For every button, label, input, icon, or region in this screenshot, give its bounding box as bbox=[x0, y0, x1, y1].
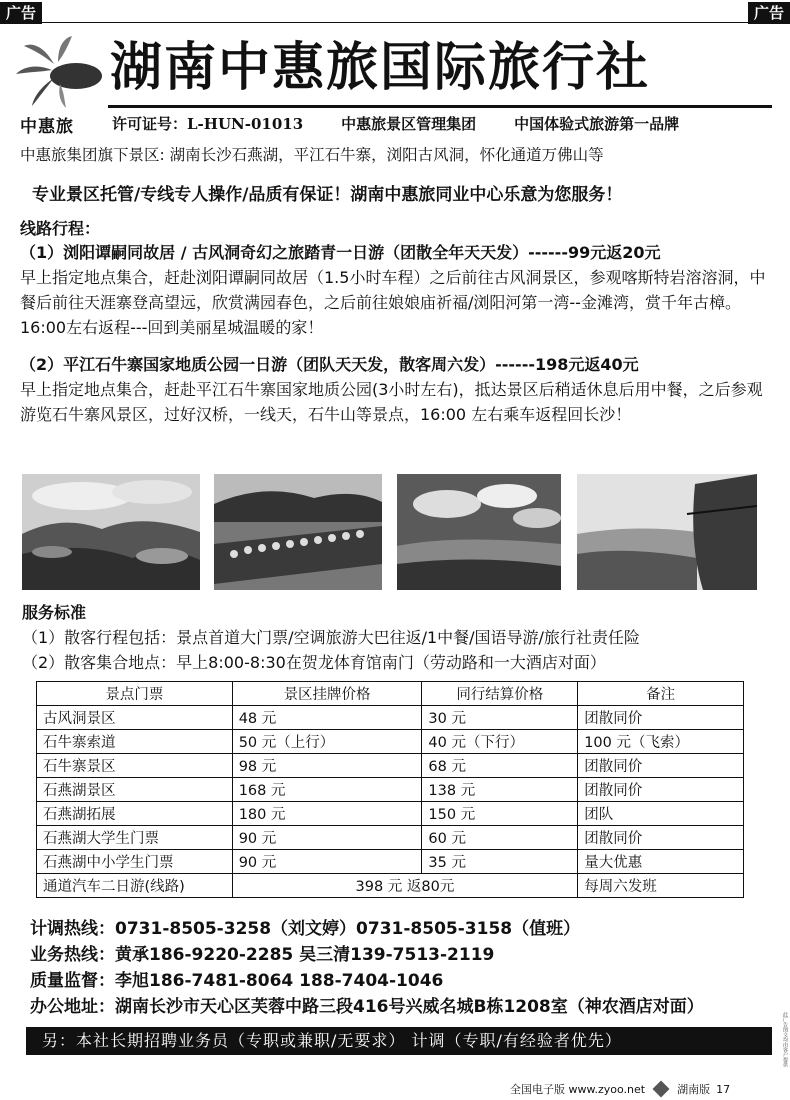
service-standards bbox=[22, 600, 640, 675]
table-cell: 石燕湖大学生门票 bbox=[37, 826, 233, 850]
company-name: 湖南中惠旅国际旅行社 bbox=[110, 38, 651, 98]
group-name: 中惠旅景区管理集团 bbox=[341, 115, 477, 133]
route-2 bbox=[20, 352, 776, 427]
footer-edition: 全国电子版 www.zyoo.net bbox=[510, 1083, 646, 1096]
table-cell: 团散同价 bbox=[578, 778, 744, 802]
table-cell: 石牛寨景区 bbox=[37, 754, 233, 778]
table-row bbox=[37, 754, 744, 778]
table-cell: 150 元 bbox=[422, 802, 578, 826]
photo-boat-crowd bbox=[214, 474, 382, 590]
table-cell: 100 元（飞索） bbox=[578, 730, 744, 754]
table-cell: 石燕湖景区 bbox=[37, 778, 233, 802]
table-cell: 通道汽车二日游(线路) bbox=[37, 874, 233, 898]
table-cell: 90 元 bbox=[232, 826, 422, 850]
service-item: （1）散客行程包括：景点首道大门票/空调旅游大巴往返/1中餐/国语导游/旅行社责任险 bbox=[22, 628, 640, 647]
route-2-body: 早上指定地点集合，赶赴平江石牛寨国家地质公园(3小时左右)，抵达景区后稍适休息后用中餐，之后参观游览石牛寨风景区，过好汉桥，一线天，石牛山等景点，16:00 左右乘车返程回长沙！ bbox=[20, 380, 763, 424]
route-1 bbox=[20, 240, 776, 340]
table-cell: 团散同价 bbox=[578, 754, 744, 778]
table-cell: 48 元 bbox=[232, 706, 422, 730]
table-row bbox=[37, 730, 744, 754]
table-cell: 石燕湖拓展 bbox=[37, 802, 233, 826]
table-header-row bbox=[37, 682, 744, 706]
table-row bbox=[37, 802, 744, 826]
page-number: 17 bbox=[716, 1082, 731, 1096]
table-row bbox=[37, 850, 744, 874]
column-header: 景点门票 bbox=[37, 682, 233, 706]
recruitment-banner: 另：本社长期招聘业务员（专职或兼职/无要求） 计调（专职/有经验者优先） bbox=[26, 1027, 772, 1055]
column-header: 景区挂牌价格 bbox=[232, 682, 422, 706]
table-row bbox=[37, 706, 744, 730]
footer-region: 湖南版 bbox=[677, 1083, 711, 1096]
table-cell: 50 元（上行） bbox=[232, 730, 422, 754]
scenery-photos bbox=[22, 474, 757, 590]
route-2-title: （2）平江石牛寨国家地质公园一日游（团队天天发，散客周六发）------198元返40元 bbox=[20, 355, 639, 374]
logo-text: 中惠旅 bbox=[20, 117, 74, 137]
table-cell: 每周六发班 bbox=[578, 874, 744, 898]
table-cell: 90 元 bbox=[232, 850, 422, 874]
contact-info bbox=[30, 916, 704, 1020]
routes-heading: 线路行程： bbox=[20, 219, 101, 238]
contact-line: 办公地址：湖南长沙市天心区芙蓉中路三段416号兴威名城B栋1208室（神农酒店对面） bbox=[30, 997, 704, 1017]
company-logo bbox=[14, 36, 106, 108]
ad-label-right: 广告 bbox=[748, 2, 790, 24]
price-table bbox=[36, 681, 744, 898]
side-note: 此广告图文均由客户提供 bbox=[782, 1012, 788, 1067]
table-cell: 35 元 bbox=[422, 850, 578, 874]
photo-lake-hills bbox=[22, 474, 200, 590]
license-row bbox=[112, 113, 772, 134]
table-cell: 团散同价 bbox=[578, 706, 744, 730]
service-heading: 服务标准 bbox=[22, 603, 87, 622]
table-row bbox=[37, 826, 744, 850]
table-row bbox=[37, 874, 744, 898]
table-row bbox=[37, 778, 744, 802]
table-cell: 团队 bbox=[578, 802, 744, 826]
route-1-title: （1）浏阳谭嗣同故居 / 古风洞奇幻之旅踏青一日游（团散全年天天发）------99元返20元 bbox=[20, 243, 661, 262]
photo-cliff-path bbox=[577, 474, 757, 590]
table-cell: 石燕湖中小学生门票 bbox=[37, 850, 233, 874]
table-cell: 石牛寨索道 bbox=[37, 730, 233, 754]
header-divider bbox=[108, 105, 772, 108]
table-cell: 68 元 bbox=[422, 754, 578, 778]
contact-line: 计调热线：0731-8505-3258（刘文婷）0731-8505-3158（值班） bbox=[30, 919, 581, 939]
table-cell: 30 元 bbox=[422, 706, 578, 730]
column-header: 同行结算价格 bbox=[422, 682, 578, 706]
table-cell: 180 元 bbox=[232, 802, 422, 826]
photo-clouds-valley bbox=[397, 474, 561, 590]
table-cell: 98 元 bbox=[232, 754, 422, 778]
table-cell: 168 元 bbox=[232, 778, 422, 802]
service-item: （2）散客集合地点：早上8:00-8:30在贺龙体育馆南门（劳动路和一大酒店对面） bbox=[22, 653, 606, 672]
column-header: 备注 bbox=[578, 682, 744, 706]
table-cell: 138 元 bbox=[422, 778, 578, 802]
table-cell: 60 元 bbox=[422, 826, 578, 850]
contact-line: 业务热线：黄承186-9220-2285 吴三清139-7513-2119 bbox=[30, 945, 495, 965]
top-divider bbox=[0, 22, 790, 23]
route-1-body: 早上指定地点集合，赶赴浏阳谭嗣同故居（1.5小时车程）之后前往古风洞景区，参观喀斯特岩溶溶洞，中餐后前往天涯寨登高望远，欣赏满园春色，之后前往娘娘庙祈福/浏阳河第一湾--金滩湾，赏千年古樟。16:00左右返程---回到美丽星城温暖的家！ bbox=[20, 268, 766, 337]
table-cell: 量大优惠 bbox=[578, 850, 744, 874]
table-cell: 40 元（下行） bbox=[422, 730, 578, 754]
diamond-icon bbox=[653, 1081, 670, 1098]
logo-leaf-main bbox=[50, 63, 102, 89]
table-cell: 团散同价 bbox=[578, 826, 744, 850]
slogan: 专业景区托管/专线专人操作/品质有保证！湖南中惠旅同业中心乐意为您服务！ bbox=[32, 185, 623, 205]
table-cell: 古风洞景区 bbox=[37, 706, 233, 730]
scenic-spots: 中惠旅集团旗下景区: 湖南长沙石燕湖，平江石牛寨，浏阳古风洞，怀化通道万佛山等 bbox=[20, 146, 604, 164]
ad-label-left: 广告 bbox=[0, 2, 42, 24]
license-number: 许可证号：L-HUN-01013 bbox=[112, 115, 304, 133]
table-cell: 398 元 返80元 bbox=[232, 874, 578, 898]
page-footer bbox=[510, 1081, 730, 1097]
brand-tagline: 中国体验式旅游第一品牌 bbox=[514, 115, 680, 133]
contact-line: 质量监督：李旭186-7481-8064 188-7404-1046 bbox=[30, 971, 444, 991]
